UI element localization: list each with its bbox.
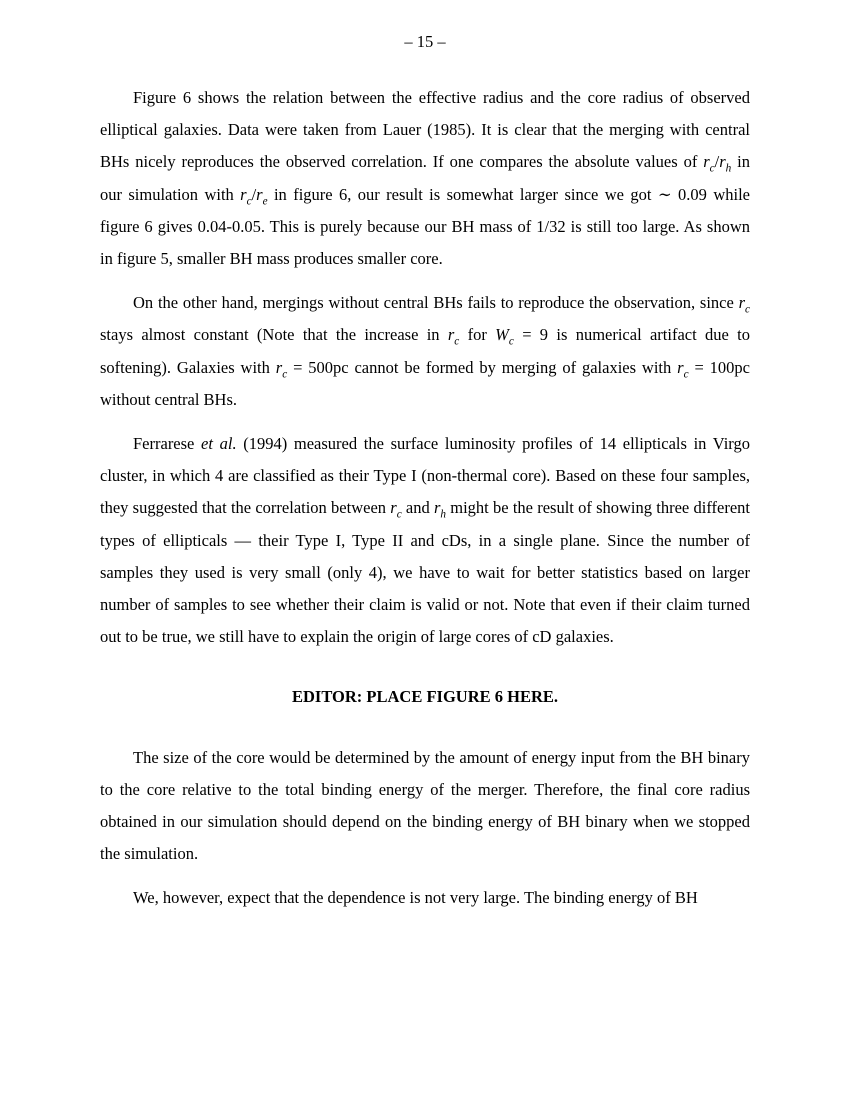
page-body bbox=[100, 82, 750, 915]
page-number: – 15 – bbox=[404, 32, 446, 51]
paragraph-core-size-energy: The size of the core would be determined by the amount of energy input from the BH binary to the core relative to the total binding energy of the merger. Therefore, the final core radius obtained in our simulation should depend on the binding energy of BH binary when we stopped the simulation. bbox=[100, 747, 750, 864]
paragraph-figure6-relation: Figure 6 shows the relation between the effective radius and the core radius of observed elliptical galaxies. Data were taken from Lauer (1985). It is clear that the merging with central BHs nicely reproduces the observed correlation. If one compares the absolute values of $r_c/r_h$ in our simulation with $r_c/r_e$ in figure 6, our result is somewhat larger since we got ∼ 0.09 while figure 6 gives 0.04-0.05. This is purely because our BH mass of 1/32 is still too large. As shown in figure 5, smaller BH mass produces smaller core. bbox=[100, 88, 750, 269]
paragraph-dependence-not-large: We, however, expect that the dependence is not very large. The binding energy of BH bbox=[133, 888, 698, 908]
paragraph-mergings-without-bhs: On the other hand, mergings without central BHs fails to reproduce the observation, since $r_c$ stays almost constant (Note that the increase in $r_c$ for $W_c = 9$ is numerical artifact due to softening). Galaxies with $r_c = 500pc$ cannot be formed by merging of galaxies with $r_c = 100pc$ without central BHs. bbox=[100, 293, 750, 409]
editor-note: EDITOR: PLACE FIGURE 6 HERE. bbox=[291, 687, 559, 707]
paragraph-ferrarese-1994: Ferrarese et al. (1994) measured the surface luminosity profiles of 14 ellipticals in Virgo cluster, in which 4 are classified as their Type I (non-thermal core). Based on these four samples, they suggested that the correlation between $r_c$ and $r_h$ might be the result of showing three different types of ellipticals — their Type I, Type II and cDs, in a single plane. Since the number of samples they used is very small (only 4), we have to wait for better statistics based on larger number of samples to see whether their claim is valid or not. Note that even if their claim turned out to be true, we still have to explain the origin of large cores of cD galaxies. bbox=[100, 434, 750, 647]
